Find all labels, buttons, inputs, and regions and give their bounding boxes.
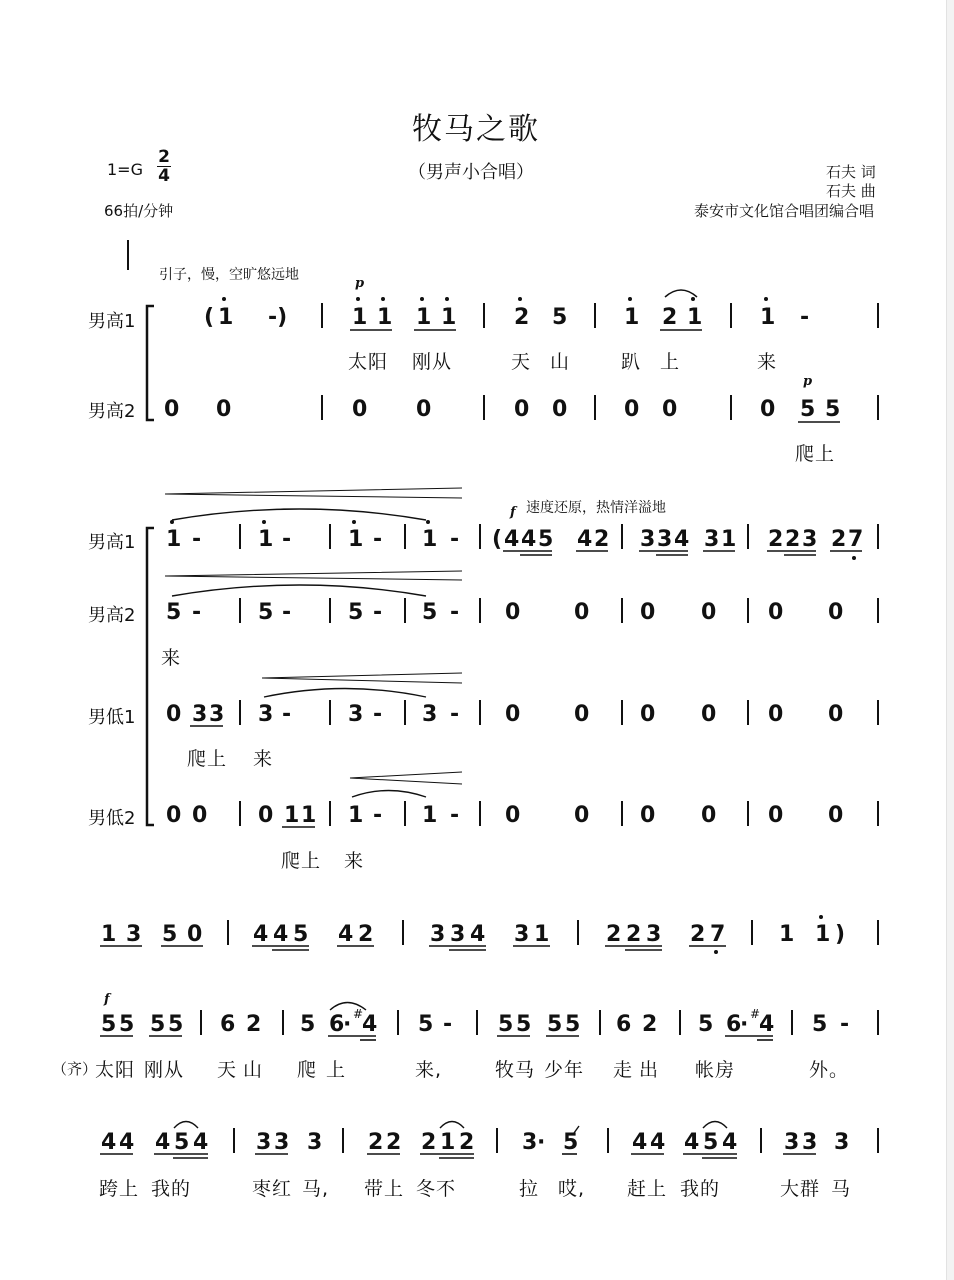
svg-text:6: 6 [329,1012,345,1037]
slur-system1 [665,290,697,297]
dynamic-p-2: p [803,374,813,389]
svg-text:3: 3 [704,527,720,552]
time-top: 2 [158,147,170,167]
svg-text:-: - [282,702,292,727]
svg-text:2: 2 [459,1130,475,1155]
svg-text:0: 0 [258,803,274,828]
svg-text:0: 0 [828,600,844,625]
svg-text:1: 1 [416,305,432,330]
notes-system2-tenor1 [166,527,863,552]
svg-text:0: 0 [701,600,717,625]
svg-text:#: # [750,1007,761,1021]
svg-text:1: 1 [101,922,117,947]
svg-text:5: 5 [150,1012,166,1037]
svg-text:0: 0 [552,397,568,422]
svg-text:5: 5 [825,397,841,422]
svg-text:0: 0 [640,803,656,828]
svg-text:-: - [373,600,383,625]
svg-text:0: 0 [640,600,656,625]
tempo-marking: 66拍/分钟 [104,202,174,220]
svg-text:5: 5 [293,922,309,947]
svg-text:4: 4 [119,1130,135,1155]
svg-text:-: - [443,1012,453,1037]
svg-text:#: # [353,1007,364,1021]
svg-text:4: 4 [577,527,593,552]
underlines-system3 [100,946,726,950]
svg-text:1: 1 [441,305,457,330]
svg-text:2: 2 [642,1012,658,1037]
octave-dots-system1 [222,297,768,301]
svg-text:3: 3 [657,527,673,552]
svg-text:0: 0 [768,600,784,625]
svg-text:6: 6 [726,1012,742,1037]
svg-text:1: 1 [352,305,368,330]
composer-credit: 石夫 曲 [826,182,876,200]
dots-system3 [714,915,823,954]
svg-text:3: 3 [209,702,225,727]
svg-text:5: 5 [174,1130,190,1155]
svg-text:4: 4 [470,922,486,947]
underlines-system4 [100,1036,773,1040]
lyric-s2-bass2-1: 爬上 [281,850,322,872]
lyric-s5-8: 哎, [558,1178,586,1200]
svg-text:1: 1 [760,305,776,330]
svg-text:3: 3 [802,1130,818,1155]
svg-text:3: 3 [834,1130,850,1155]
svg-text:-: - [373,803,383,828]
svg-text:3: 3 [126,922,142,947]
svg-text:5: 5 [418,1012,434,1037]
notes-system5 [101,1130,849,1155]
svg-text:3: 3 [522,1130,538,1155]
svg-text:5: 5 [162,922,178,947]
svg-text:·: · [343,1012,352,1037]
lyric-s1-4: 山 [550,351,571,373]
svg-text:2: 2 [662,305,678,330]
lyric-s5-10: 我的 [680,1178,721,1200]
lyric-s4-9: 少年 [544,1059,585,1081]
dynamic-f-1: f [510,505,516,520]
svg-text:0: 0 [352,397,368,422]
svg-text:5: 5 [800,397,816,422]
svg-text:5: 5 [348,600,364,625]
svg-text:5: 5 [812,1012,828,1037]
svg-text:5: 5 [698,1012,714,1037]
svg-text:4: 4 [650,1130,666,1155]
lyric-s5-6: 冬不 [416,1178,457,1200]
svg-text:2: 2 [831,527,847,552]
svg-text:2: 2 [606,922,622,947]
svg-text:-: - [282,600,292,625]
svg-text:-: - [373,527,383,552]
bracket-system1 [147,306,154,420]
lyric-s1-6: 上 [660,351,681,373]
svg-text:1: 1 [301,803,317,828]
notes-system2-tenor2 [166,600,843,625]
svg-text:3: 3 [258,702,274,727]
svg-text:0: 0 [166,702,182,727]
svg-text:4: 4 [759,1012,775,1037]
lyric-s4-7: 来, [415,1059,443,1081]
svg-text:4: 4 [155,1130,171,1155]
part-label-bass1: 男低1 [88,707,136,728]
svg-text:-: - [450,702,460,727]
svg-text:-: - [450,803,460,828]
svg-text:·: · [537,1130,546,1155]
notes-system2-bass1 [166,702,843,727]
dynamic-p-1: p [355,276,365,291]
svg-text:2: 2 [386,1130,402,1155]
lyric-s2-tenor2: 来 [161,647,182,669]
svg-text:2: 2 [785,527,801,552]
lyric-s1-tenor2: 爬上 [795,443,836,465]
svg-text:1: 1 [348,803,364,828]
lyric-s4-3: 天 [217,1059,238,1081]
svg-text:0: 0 [768,803,784,828]
lyric-s1-7: 来 [757,351,778,373]
svg-text:5: 5 [516,1012,532,1037]
svg-text:2: 2 [594,527,610,552]
svg-text:-: - [840,1012,850,1037]
underlines-system5 [100,1154,816,1158]
barlines-system5 [234,1128,878,1153]
svg-text:6: 6 [616,1012,632,1037]
notes-system4 [101,1012,849,1037]
svg-text:1: 1 [284,803,300,828]
lyric-s5-3: 枣红 [252,1178,293,1200]
lyric-s5-2: 我的 [151,1178,192,1200]
svg-text:2: 2 [246,1012,262,1037]
svg-text:2: 2 [768,527,784,552]
svg-text:1: 1 [377,305,393,330]
svg-text:4: 4 [253,922,269,947]
svg-text:-: - [800,305,810,330]
svg-text:5: 5 [498,1012,514,1037]
svg-text:5: 5 [166,600,182,625]
lyric-s5-9: 赶上 [627,1178,668,1200]
svg-text:5: 5 [703,1130,719,1155]
svg-text:1: 1 [422,803,438,828]
lyric-s1-2: 刚从 [412,351,453,373]
lyric-s4-10: 走 [613,1059,634,1081]
song-subtitle: （男声小合唱） [408,162,534,183]
svg-text:3: 3 [422,702,438,727]
bracket-system2 [147,528,154,825]
svg-text:0: 0 [768,702,784,727]
lyric-s4-5: 爬 [297,1059,318,1081]
svg-text:(: ( [204,305,215,330]
lyric-s1-3: 天 [511,351,532,373]
underlines-system2-tenor1 [503,551,862,555]
part-label-bass2: 男低2 [88,808,136,829]
svg-text:1: 1 [815,922,831,947]
svg-text:3: 3 [646,922,662,947]
svg-text:5: 5 [538,527,554,552]
svg-text:2: 2 [421,1130,437,1155]
notes-system1-tenor1 [204,305,809,330]
svg-text:1: 1 [721,527,737,552]
svg-text:-: - [450,527,460,552]
svg-text:5: 5 [547,1012,563,1037]
svg-text:5: 5 [300,1012,316,1037]
svg-text:0: 0 [701,803,717,828]
svg-text:1: 1 [218,305,234,330]
lyric-s4-2: 刚从 [144,1059,185,1081]
svg-text:1: 1 [166,527,182,552]
part-label-tenor1-s2: 男高1 [88,532,136,553]
svg-text:2: 2 [690,922,706,947]
svg-text:-: - [450,600,460,625]
barlines-system2 [240,524,878,826]
svg-text:1: 1 [687,305,703,330]
svg-text:4: 4 [101,1130,117,1155]
lyric-s5-5: 带上 [364,1178,405,1200]
svg-text:3: 3 [802,527,818,552]
svg-text:5: 5 [101,1012,117,1037]
svg-text:5: 5 [422,600,438,625]
svg-text:0: 0 [166,803,182,828]
lyric-s2-bass2-2: 来 [344,850,365,872]
svg-text:5: 5 [119,1012,135,1037]
svg-text:2: 2 [358,922,374,947]
part-label-tenor1: 男高1 [88,311,136,332]
svg-text:3: 3 [307,1130,323,1155]
svg-text:5: 5 [552,305,568,330]
svg-text:0: 0 [505,702,521,727]
barlines-system1 [322,303,878,420]
svg-text:6: 6 [220,1012,236,1037]
svg-text:0: 0 [514,397,530,422]
time-bottom: 4 [158,166,170,186]
lyric-s4-13: 外。 [809,1059,850,1081]
svg-text:0: 0 [828,803,844,828]
svg-text:1: 1 [422,527,438,552]
tempo-back-annotation: 速度还原，热情洋溢地 [526,500,666,516]
svg-text:0: 0 [828,702,844,727]
svg-text:1: 1 [624,305,640,330]
svg-text:0: 0 [164,397,180,422]
svg-text:0: 0 [640,702,656,727]
svg-text:5: 5 [563,1130,579,1155]
svg-text:4: 4 [193,1130,209,1155]
unison-marker: （齐） [52,1060,98,1078]
key-signature: 1=G [107,160,143,179]
notes-system1-tenor2 [164,397,840,422]
svg-text:-: - [282,527,292,552]
svg-text:4: 4 [504,527,520,552]
lyric-s4-8: 牧马 [495,1059,536,1081]
svg-text:0: 0 [216,397,232,422]
svg-text:3: 3 [348,702,364,727]
svg-text:-: - [192,600,202,625]
lyric-s5-7: 拉 [519,1178,540,1200]
lyric-s4-6: 上 [326,1059,347,1081]
svg-text:0: 0 [505,803,521,828]
lyric-s2-bass1-2: 来 [253,748,274,770]
lyricist-credit: 石夫 词 [826,163,876,181]
hairpins-system2 [165,488,462,784]
notes-system2-bass2 [166,803,843,828]
svg-text:2: 2 [626,922,642,947]
lyric-s5-1: 跨上 [99,1178,140,1200]
svg-text:0: 0 [662,397,678,422]
svg-text:5: 5 [168,1012,184,1037]
svg-text:4: 4 [674,527,690,552]
svg-text:4: 4 [521,527,537,552]
svg-text:0: 0 [505,600,521,625]
song-title: 牧马之歌 [412,112,540,147]
svg-text:4: 4 [362,1012,378,1037]
svg-text:0: 0 [574,702,590,727]
svg-text:-): -) [268,305,288,330]
dynamic-f-2: f [104,992,110,1007]
svg-text:1: 1 [534,922,550,947]
part-label-tenor2: 男高2 [88,401,136,422]
svg-text:0: 0 [574,803,590,828]
lyric-s4-12: 帐房 [695,1059,736,1081]
lyric-s4-4: 山 [243,1059,264,1081]
svg-text:0: 0 [701,702,717,727]
svg-text:1: 1 [348,527,364,552]
svg-text:-: - [192,527,202,552]
svg-text:2: 2 [514,305,530,330]
svg-text:(: ( [492,527,503,552]
svg-text:3: 3 [192,702,208,727]
svg-text:4: 4 [684,1130,700,1155]
svg-text:4: 4 [722,1130,738,1155]
svg-text:4: 4 [338,922,354,947]
svg-text:0: 0 [192,803,208,828]
lyric-s5-4: 马, [302,1178,330,1200]
lyric-s4-1: 太阳 [95,1059,136,1081]
svg-text:0: 0 [760,397,776,422]
svg-text:1: 1 [779,922,795,947]
svg-text:·: · [740,1012,749,1037]
lyric-s1-1: 太阳 [348,351,389,373]
svg-text:3: 3 [514,922,530,947]
svg-text:3: 3 [784,1130,800,1155]
part-label-tenor2-s2: 男高2 [88,605,136,626]
svg-text:): ) [835,922,846,947]
arranger-credit: 泰安市文化馆合唱团编合唱 [694,202,875,220]
lyric-s5-12: 马 [831,1178,852,1200]
svg-text:0: 0 [624,397,640,422]
notes-system3 [101,922,845,947]
svg-text:5: 5 [565,1012,581,1037]
svg-text:0: 0 [574,600,590,625]
lyric-s4-11: 出 [639,1059,660,1081]
svg-text:3: 3 [640,527,656,552]
lyric-s2-bass1-1: 爬上 [187,748,228,770]
svg-text:7: 7 [848,527,864,552]
lyric-s1-5: 趴 [621,351,642,373]
svg-text:3: 3 [274,1130,290,1155]
svg-text:2: 2 [368,1130,384,1155]
svg-text:1: 1 [440,1130,456,1155]
svg-text:4: 4 [273,922,289,947]
intro-annotation: 引子，慢，空旷悠远地 [159,267,299,283]
svg-text:3: 3 [256,1130,272,1155]
svg-text:3: 3 [450,922,466,947]
svg-text:3: 3 [430,922,446,947]
svg-text:1: 1 [258,527,274,552]
svg-text:-: - [373,702,383,727]
lyric-s5-11: 大群 [780,1178,821,1200]
svg-text:5: 5 [258,600,274,625]
svg-text:0: 0 [187,922,203,947]
svg-text:7: 7 [710,922,726,947]
svg-text:0: 0 [416,397,432,422]
svg-text:4: 4 [632,1130,648,1155]
